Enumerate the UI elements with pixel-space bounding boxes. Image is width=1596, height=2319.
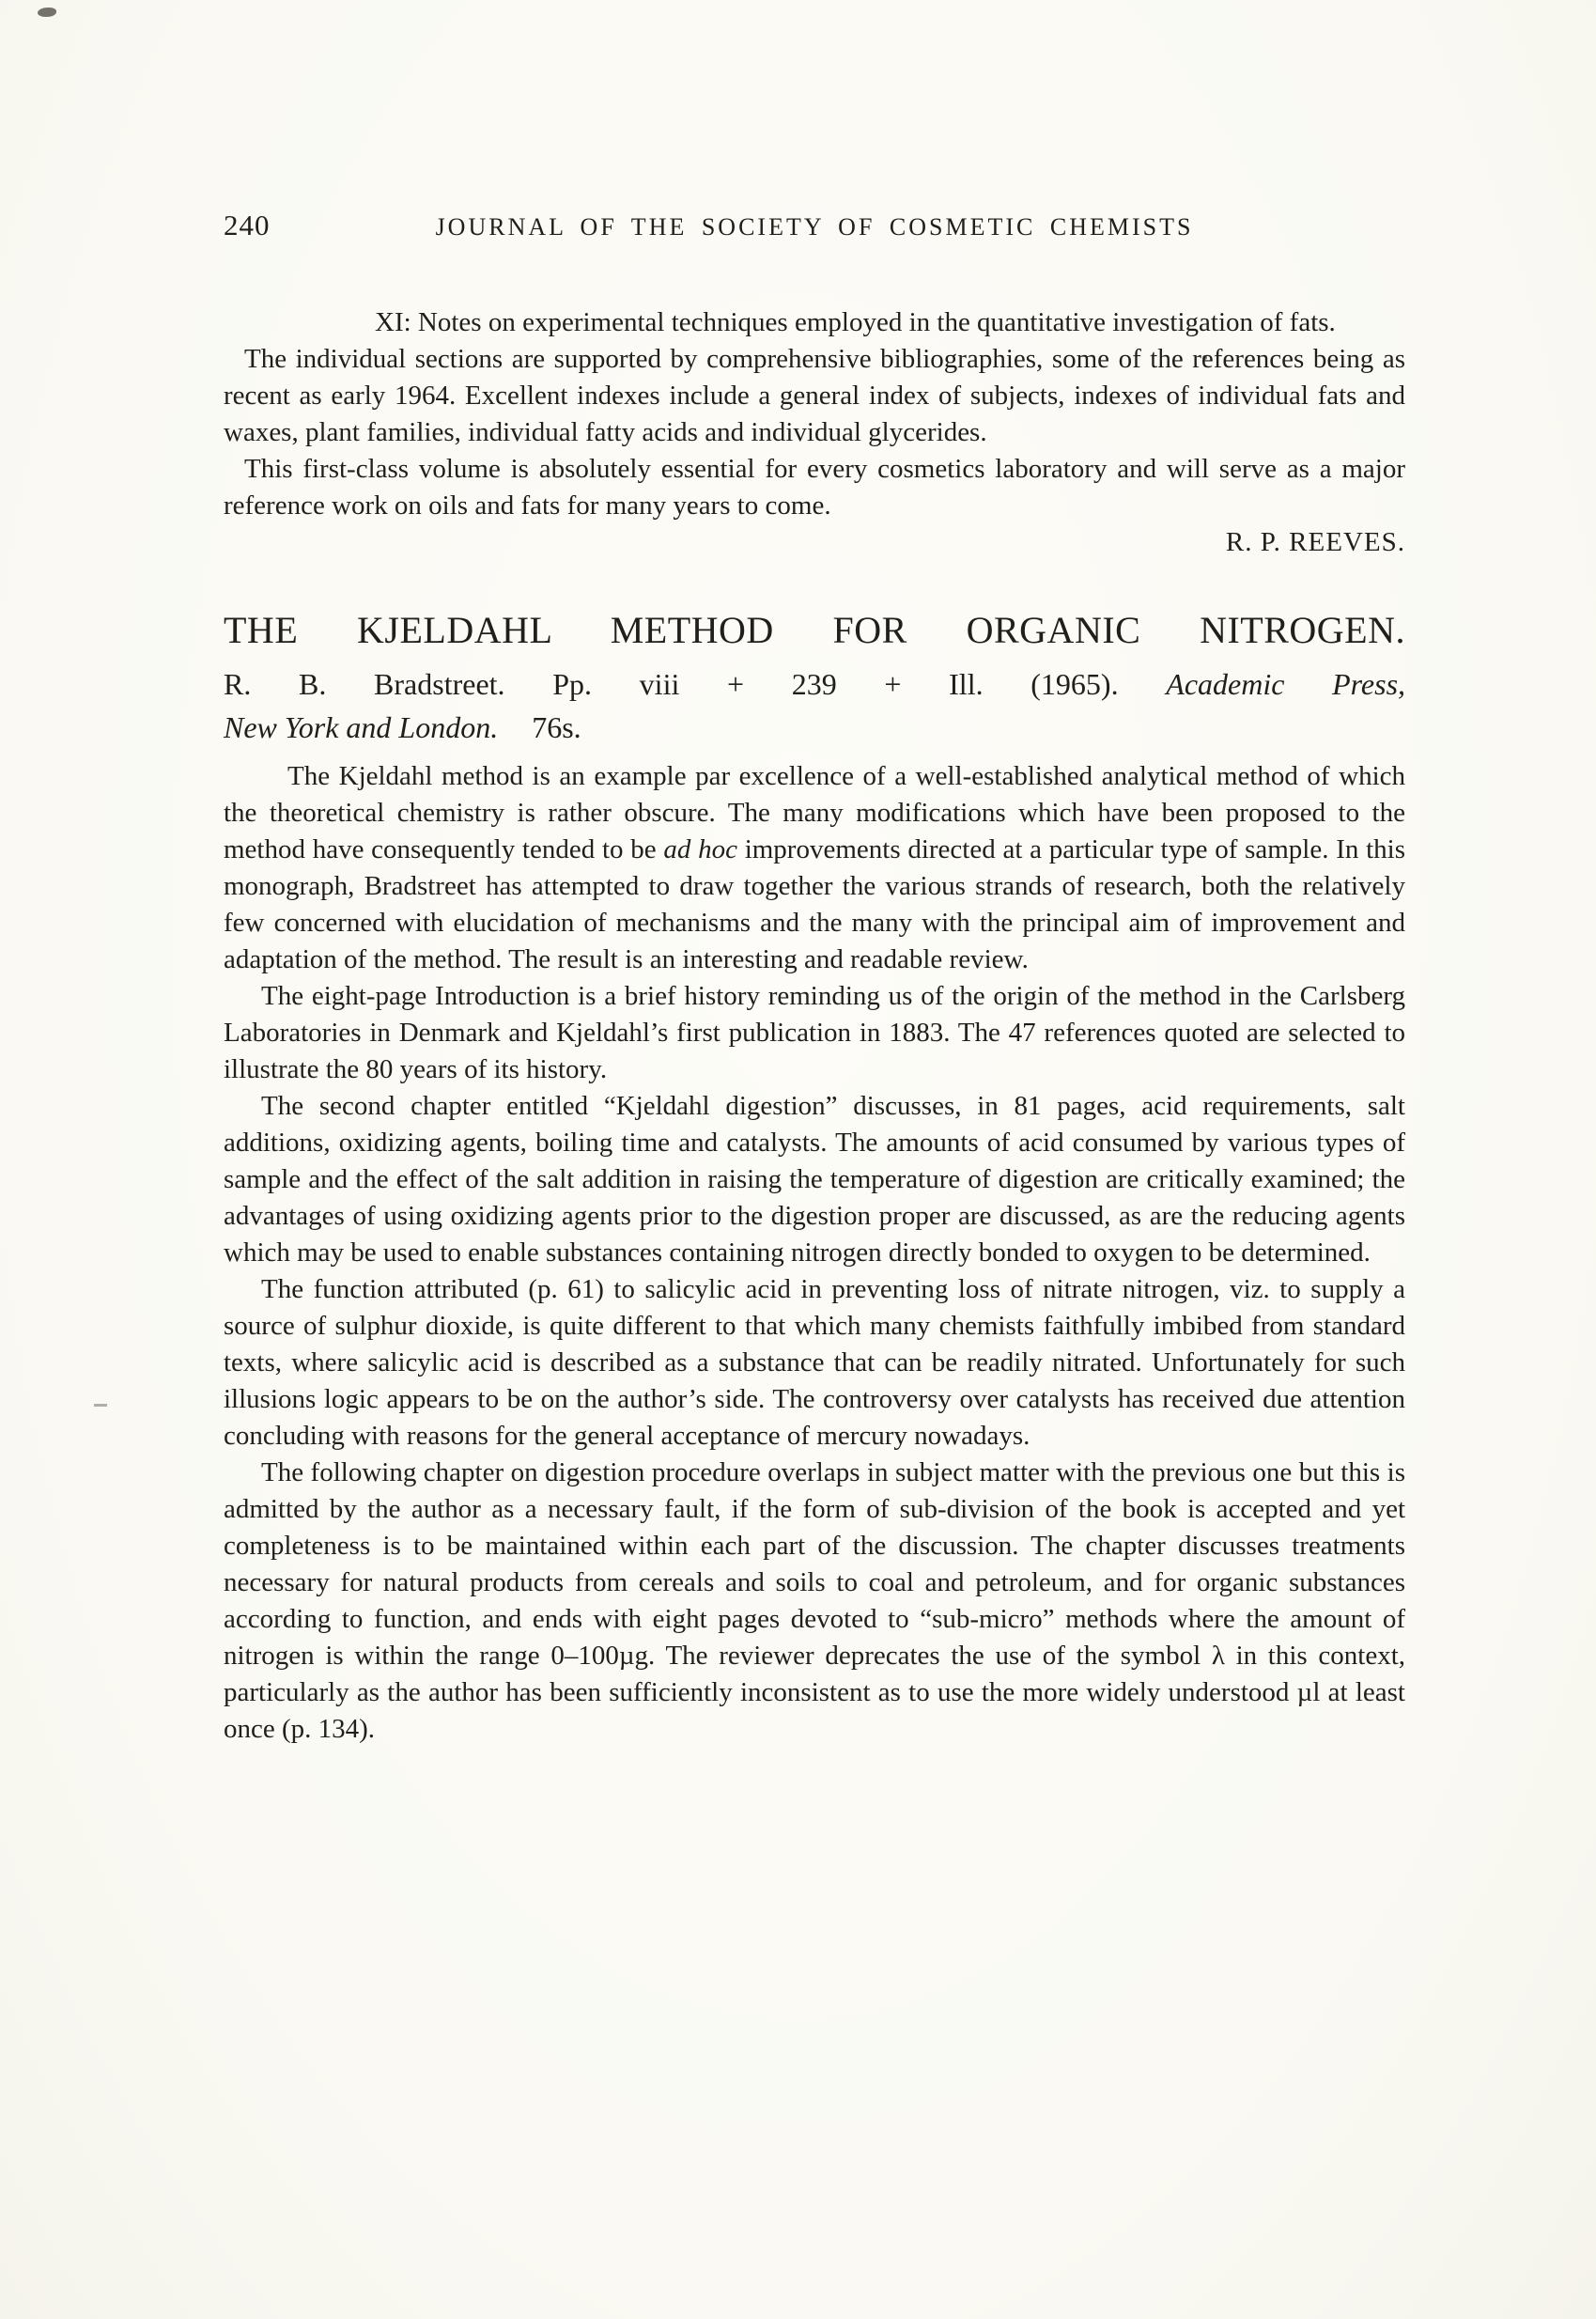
contents-item	[224, 304, 1405, 341]
citation-line-2	[224, 706, 1405, 749]
paragraph	[224, 758, 1405, 978]
book-citation	[224, 662, 1405, 749]
scan-artifact-corner	[38, 8, 56, 17]
reviewer-signature: R. P. REEVES.	[1225, 527, 1405, 557]
contents-item-text: Notes on experimental techniques employed in the quantitative investigation of fats.	[417, 307, 1336, 337]
scan-artifact-dash	[94, 1404, 107, 1407]
citation-price: 76s.	[532, 710, 581, 744]
previous-review-end	[224, 304, 1405, 561]
italic-term: ad hoc	[663, 834, 737, 864]
citation-line-1	[224, 662, 1405, 706]
citation-publisher: Academic Press,	[1166, 667, 1406, 701]
paragraph: The function attributed (p. 61) to salicylic acid in preventing loss of nitrate nitrogen, viz. to supply a source of sulphur dioxide, is quite different to that which many chemists faithfully imbibed from standard texts, where salicylic acid is described as a substance that can be readily nitrated. Unfortunately for such illusions logic appears to be on the author’s side. The controversy over catalysts has received due attention concluding with reasons for the general acceptance of mercury nowadays.	[224, 1274, 1405, 1451]
paragraph: The second chapter entitled “Kjeldahl digestion” discusses, in 81 pages, acid requirements, salt additions, oxidizing agents, boiling time and catalysts. The amounts of acid consumed by various types of sample and the effect of the salt addition in raising the temperature of digestion are critically examined; the advantages of using oxidizing agents prior to the digestion proper are discussed, as are the reducing agents which may be used to enable substances containing nitrogen directly bonded to oxygen to be determined.	[224, 1091, 1405, 1268]
paragraph: This first-class volume is absolutely essential for every cosmetics laboratory and will serve as a major reference work on oils and fats for many years to come.	[224, 454, 1405, 521]
page-header	[224, 209, 1405, 250]
contents-item-label: XI:	[375, 307, 411, 337]
paragraph-text: improvements directed at a particular type of sample. In this monograph, Bradstreet has attempted to draw together the various strands of research, both the relatively few concerned with elucidation of mechanisms and the many with the principal aim of improvement and adaptation of the method. The result is an interesting and readable review.	[224, 834, 1405, 974]
citation-author-details: R. B. Bradstreet. Pp. viii + 239 + Ill. (1965).	[224, 667, 1119, 701]
running-title: JOURNAL OF THE SOCIETY OF COSMETIC CHEMISTS	[435, 213, 1194, 241]
review-body	[224, 758, 1405, 1748]
review-title: THE KJELDAHL METHOD FOR ORGANIC NITROGEN.	[224, 609, 1405, 651]
paragraph: The individual sections are supported by comprehensive bibliographies, some of the references being as recent as early 1964. Excellent indexes include a general index of subjects, indexes of individual fats and waxes, plant families, individual fatty acids and individual glycerides.	[224, 344, 1405, 447]
page-content	[224, 0, 1405, 1748]
paragraph: The eight-page Introduction is a brief history reminding us of the origin of the method in the Carlsberg Laboratories in Denmark and Kjeldahl’s first publication in 1883. The 47 references quoted are selected to illustrate the 80 years of its history.	[224, 981, 1405, 1084]
page-number: 240	[224, 209, 271, 241]
paragraph: The following chapter on digestion procedure overlaps in subject matter with the previous one but this is admitted by the author as a necessary fault, if the form of sub-division of the book is accepted and yet completeness is to be maintained within each part of the discussion. The chapter discusses treatments necessary for natural products from cereals and soils to coal and petroleum, and for organic substances according to function, and ends with eight pages devoted to “sub-micro” methods where the amount of nitrogen is within the range 0–100µg. The reviewer deprecates the use of the symbol λ in this context, particularly as the author has been sufficiently inconsistent as to use the more widely understood µl at least once (p. 134).	[224, 1457, 1405, 1744]
paragraph-text: The Kjeldahl method is an example par excellence of a well-established analytical method of which the theoretical chemistry is rather obscure. The many modifications which have been proposed to the method have consequently tended to be	[224, 761, 1405, 864]
citation-publisher-continued: New York and London.	[224, 710, 499, 744]
book-review	[224, 604, 1405, 1748]
